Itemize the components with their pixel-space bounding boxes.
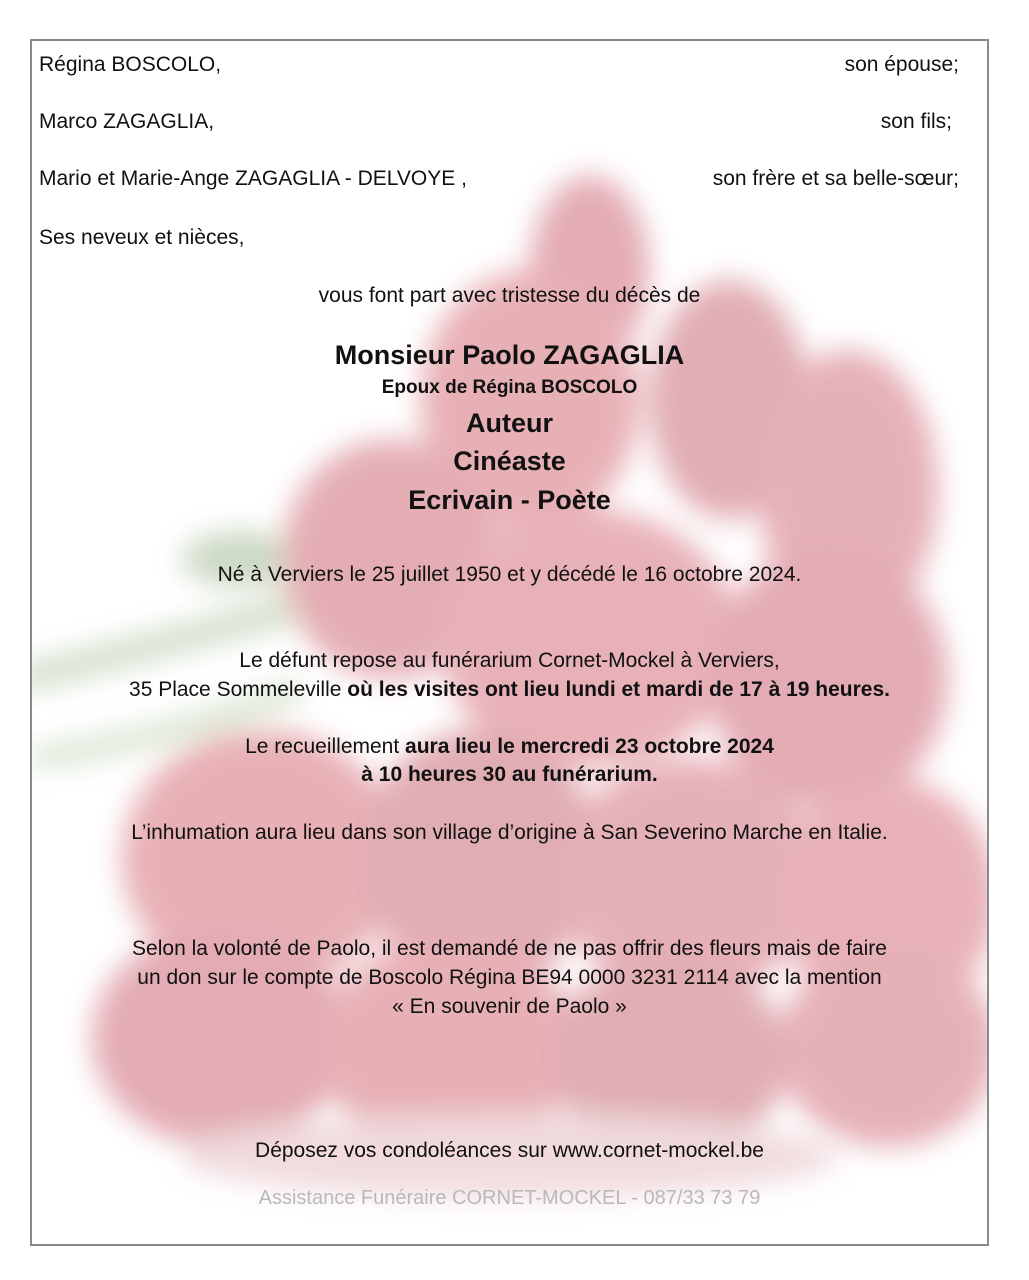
wishes-line: Selon la volonté de Paolo, il est demandé de ne pas offrir des fleurs mais de faire (132, 937, 887, 960)
announce-text: vous font part avec tristesse du décès de (318, 284, 701, 307)
family-name: Ses neveux et nièces, (39, 226, 245, 249)
announcement-card (30, 39, 989, 1246)
rest-line-1: Le défunt repose au funérarium Cornet-Mockel à Verviers, (239, 649, 780, 672)
family-row-brother (39, 167, 959, 191)
footer-funeral-home: Assistance Funéraire CORNET-MOCKEL - 087/33 73 79 (258, 1187, 761, 1209)
burial-text: L’inhumation aura lieu dans son village d’origine à San Severino Marche en Italie. (131, 821, 888, 844)
ceremony-line-1 (32, 735, 987, 759)
deceased-role: Auteur (466, 408, 553, 438)
rest-line-2 (32, 678, 987, 702)
ceremony-line-2: à 10 heures 30 au funérarium. (361, 763, 658, 786)
condolences-text: Déposez vos condoléances sur www.cornet-mockel.be (255, 1139, 764, 1162)
family-relation: son fils; (880, 110, 952, 133)
deceased-name: Monsieur Paolo ZAGAGLIA (334, 340, 685, 370)
birth-death-text: Né à Verviers le 25 juillet 1950 et y décédé le 16 octobre 2024. (217, 563, 802, 586)
family-name: Régina BOSCOLO, (39, 53, 222, 76)
family-row-nephews (39, 226, 959, 250)
deceased-role: Cinéaste (453, 446, 566, 476)
deceased-role: Ecrivain - Poète (408, 485, 611, 515)
rest-visits: où les visites ont lieu lundi et mardi de 17 à 19 heures. (347, 678, 890, 701)
family-name: Mario et Marie-Ange ZAGAGLIA - DELVOYE , (39, 167, 467, 190)
wishes-line: un don sur le compte de Boscolo Régina BE94 0000 3231 2114 avec la mention (137, 966, 882, 989)
ceremony-label: Le recueillement (245, 735, 400, 758)
rest-address: 35 Place Sommeleville (129, 678, 342, 701)
deceased-spouse: Epoux de Régina BOSCOLO (381, 377, 638, 398)
family-relation: son frère et sa belle-sœur; (712, 167, 959, 190)
ceremony-date: aura lieu le mercredi 23 octobre 2024 (405, 735, 774, 758)
family-row-son (39, 110, 952, 134)
wishes-line: « En souvenir de Paolo » (392, 995, 627, 1018)
family-row-spouse (39, 53, 959, 77)
family-relation: son épouse; (844, 53, 959, 76)
family-name: Marco ZAGAGLIA, (39, 110, 215, 133)
